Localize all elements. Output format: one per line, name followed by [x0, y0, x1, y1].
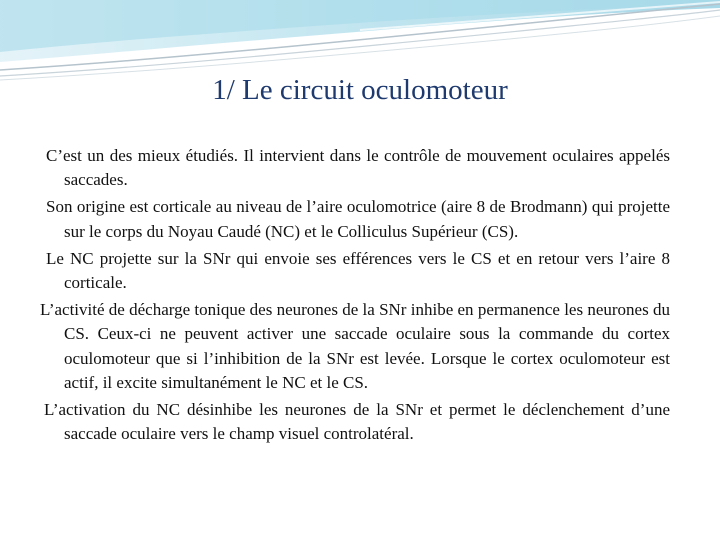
paragraph-nc-projection: Le NC projette sur la SNr qui envoie ses efférences vers le CS et en retour vers l’aire 8 corticale. — [46, 248, 670, 293]
paragraph-saccades: C’est un des mieux étudiés. Il intervient dans le contrôle de mouvement oculaires appelés saccades. — [46, 146, 670, 190]
paragraph-activation-nc: L’activation du NC désinhibe les neurones de la SNr et permet le déclenchement d’une saccade oculaire vers le champ visuel controlatéral. — [44, 400, 670, 444]
paragraph-origine: Son origine est corticale au niveau de l’aire oculomotrice (aire 8 de Brodmann) qui projette sur le corps du Noyau Caudé (NC) et le Colliculus Supérieur (CS). — [46, 197, 670, 241]
slide-title — [0, 74, 720, 107]
slide-title-text: 1/ Le circuit oculomoteur — [212, 74, 508, 106]
body-text — [40, 144, 670, 449]
paragraph-activite-snr: L’activité de décharge tonique des neurones de la SNr inhibe en permanence les neurones du CS. Ceux-ci ne peuvent activer une saccade oculaire sous la commande du cortex oculomoteur que si l’inhibition de la SNr est levée. Lorsque le cortex oculomoteur est actif, il excite simultanément le NC et le CS. — [40, 300, 670, 392]
